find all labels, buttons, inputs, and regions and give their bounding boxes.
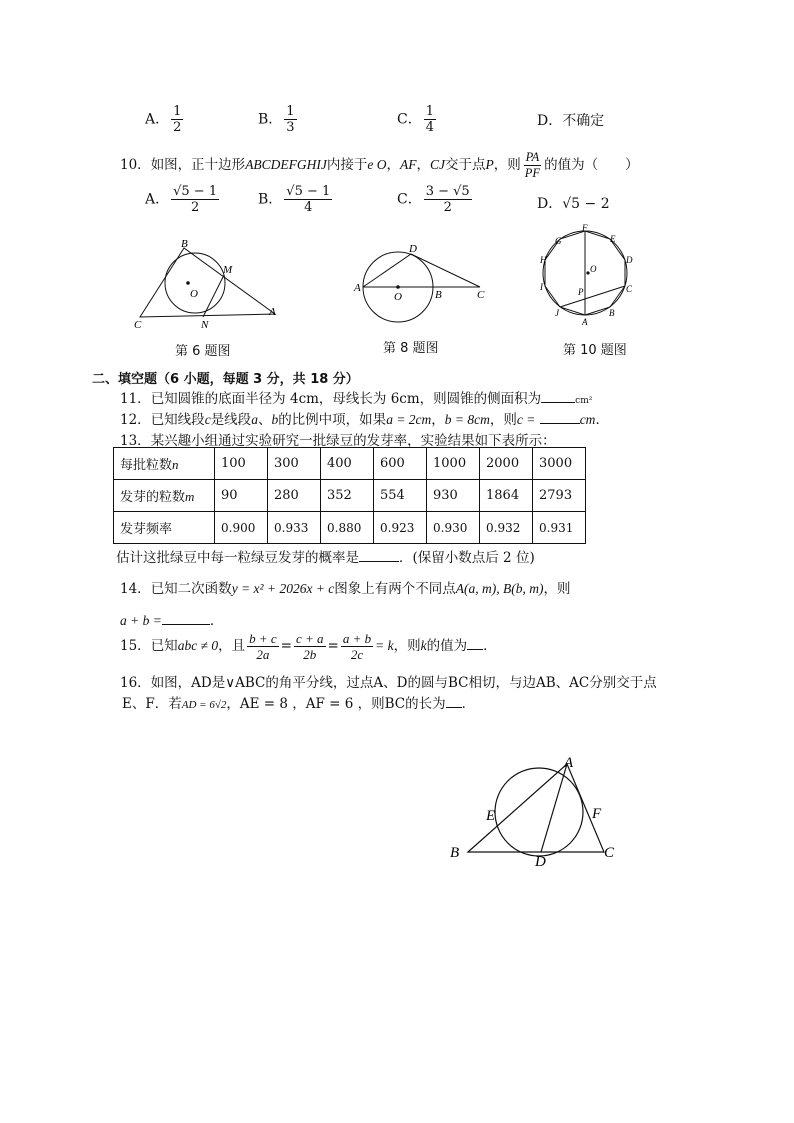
fraction: $\frac{1}{2}$ — [173, 104, 182, 135]
q10-option-c — [397, 184, 474, 215]
label-o: O — [394, 291, 402, 303]
table-cell: 2793 — [533, 480, 586, 512]
question-number: 14． — [120, 581, 151, 597]
label-p: P — [578, 287, 584, 297]
q16-line2: E、F．若AD = 6√2，AE = 8 ，AF = 6 ，则BC的长为 ． — [122, 696, 476, 712]
fraction: $\frac{1}{4}$ — [425, 104, 434, 135]
figure-6 — [128, 235, 288, 330]
q12: 12．已知线段c是线段a、b的比例中项，如果a = 2cm，b = 8cm，则c = cm． — [120, 412, 609, 428]
answer-blank — [541, 390, 575, 403]
answer-blank — [359, 549, 399, 562]
q10-option-b — [258, 184, 334, 215]
option-label: A． — [145, 191, 170, 208]
figure-6-caption: 第 6 题图 — [175, 344, 231, 359]
label-a: A — [269, 306, 276, 318]
fraction: $\frac{PA}{PF}$ — [524, 150, 541, 180]
row-header: 发芽的粒数m — [114, 480, 215, 512]
table-cell: 0.933 — [268, 512, 321, 544]
table-cell: 90 — [215, 480, 268, 512]
q15: 15．已知abc ≠ 0，且 $\frac{b + c}{2a}$ = $\frac{c + a}{2b}$ = $\frac{a + b}{2c}$ = k，则k的值为 ． — [120, 631, 497, 662]
table-cell: 100 — [215, 448, 268, 480]
label-b: B — [609, 308, 615, 318]
option-label: B． — [258, 111, 283, 128]
table-cell: 0.930 — [427, 512, 480, 544]
table-cell: 0.923 — [374, 512, 427, 544]
q13-stem: 13．某兴趣小组通过实验研究一批绿豆的发芽率，实验结果如下表所示： — [120, 433, 556, 449]
label-b: B — [435, 289, 442, 301]
label-d: D — [535, 854, 546, 870]
tangent-dc — [411, 254, 480, 287]
fraction: $\frac{3 - √5}{2}$ — [425, 184, 470, 215]
line-cj — [560, 286, 625, 307]
table-cell: 352 — [321, 480, 374, 512]
q11: 11．已知圆锥的底面半径为 4cm，母线长为 6cm，则圆锥的侧面积为 cm² — [120, 391, 593, 407]
option-label: D． — [537, 113, 563, 129]
germination-table — [113, 447, 586, 544]
q9-option-c — [397, 104, 438, 135]
row-header: 每批粒数n — [114, 448, 215, 480]
answer-blank — [446, 695, 462, 708]
chord-ad — [363, 254, 411, 287]
q10-option-a — [145, 184, 221, 215]
row-header: 发芽频率 — [114, 512, 215, 544]
table-cell: 0.880 — [321, 512, 374, 544]
question-number: 16． — [120, 675, 151, 691]
table-cell: 554 — [374, 480, 427, 512]
q10-option-d: D．√5 − 2 — [537, 196, 610, 212]
table-cell: 0.932 — [480, 512, 533, 544]
center-dot — [396, 285, 400, 289]
label-h: H — [540, 255, 547, 265]
table-cell: 1000 — [427, 448, 480, 480]
label-n: N — [201, 319, 209, 330]
option-label: B． — [258, 191, 283, 208]
answer-blank — [540, 411, 580, 424]
figure-16 — [440, 748, 630, 873]
option-label: A． — [145, 111, 170, 128]
option-label: D． — [537, 196, 563, 212]
fraction: $\frac{b + c}{2a}$ — [249, 631, 277, 662]
triangle-abc — [140, 248, 275, 317]
label-b: B — [181, 238, 188, 250]
q13-followup: 估计这批绿豆中每一粒绿豆发芽的概率是 ．(保留小数点后 2 位) — [116, 550, 535, 566]
label-c: C — [134, 319, 142, 330]
question-number: 11． — [120, 391, 151, 407]
incircle — [165, 253, 225, 313]
table-cell: 280 — [268, 480, 321, 512]
figure-8-caption: 第 8 题图 — [383, 341, 439, 356]
question-number: 10． — [120, 157, 151, 173]
table-cell: 3000 — [533, 448, 586, 480]
label-c: C — [626, 284, 633, 294]
figure-8 — [350, 238, 495, 330]
q14-line2: a + b = ． — [120, 613, 224, 629]
label-j: J — [555, 308, 559, 318]
table-row — [114, 480, 586, 512]
label-f: F — [592, 806, 602, 822]
table-row — [114, 448, 586, 480]
q14: 14．已知二次函数y = x² + 2026x + c图象上有两个不同点A(a, m), B(b, m)，则 — [120, 581, 571, 597]
fraction: $\frac{√5 - 1}{4}$ — [286, 184, 331, 215]
label-f: F — [582, 223, 588, 233]
q16-line1: 16．如图，AD是∨ABC的角平分线，过点A、D的圆与BC相切，与边AB、AC分别交于点 — [120, 675, 657, 691]
fraction: $\frac{√5 - 1}{2}$ — [173, 184, 218, 215]
label-c: C — [604, 845, 615, 861]
question-number: 12． — [120, 412, 151, 428]
q9-option-d: D．不确定 — [537, 113, 605, 129]
table-cell: 0.900 — [215, 512, 268, 544]
label-a: A — [564, 755, 574, 771]
q9-option-b — [258, 104, 299, 135]
label-a: A — [354, 282, 361, 294]
figure-10-caption: 第 10 题图 — [563, 343, 627, 358]
table-cell: 930 — [427, 480, 480, 512]
label-e: E — [486, 808, 496, 824]
question-number: 15． — [120, 638, 151, 654]
question-number: 13． — [120, 433, 151, 449]
label-o: O — [190, 288, 198, 300]
label-i: I — [540, 282, 543, 292]
table-cell: 2000 — [480, 448, 533, 480]
table-cell: 1864 — [480, 480, 533, 512]
fraction: $\frac{c + a}{2b}$ — [295, 631, 324, 662]
label-c: C — [477, 289, 485, 301]
table-cell: 600 — [374, 448, 427, 480]
table-row — [114, 512, 586, 544]
label-e: E — [610, 234, 616, 244]
bisector-ad — [541, 764, 567, 852]
label-d: D — [626, 255, 633, 265]
answer-blank — [467, 637, 483, 650]
label-m: M — [223, 264, 233, 276]
table-cell: 0.931 — [533, 512, 586, 544]
label-d: D — [409, 243, 417, 255]
fraction: $\frac{a + b}{2c}$ — [342, 631, 372, 662]
figure-10 — [535, 222, 635, 330]
circle-ad — [495, 768, 583, 856]
fraction: $\frac{1}{3}$ — [286, 104, 295, 135]
label-b: B — [450, 845, 460, 861]
center-dot — [186, 281, 190, 285]
q10-stem: 10．如图，正十边形ABCDEFGHIJ内接于e O，AF，CJ交于点P，则 $\frac{PA}{PF}$ 的值为（ ） — [120, 150, 639, 180]
table-cell: 300 — [268, 448, 321, 480]
answer-blank — [162, 612, 210, 625]
q9-option-a — [145, 104, 185, 135]
option-label: C． — [397, 111, 422, 128]
table-cell: 400 — [321, 448, 374, 480]
option-label: C． — [397, 191, 422, 208]
section-title: 二、填空题（6 小题，每题 3 分，共 18 分） — [92, 372, 359, 387]
label-o: O — [590, 264, 597, 274]
label-g: G — [555, 236, 562, 246]
label-a: A — [582, 317, 588, 327]
